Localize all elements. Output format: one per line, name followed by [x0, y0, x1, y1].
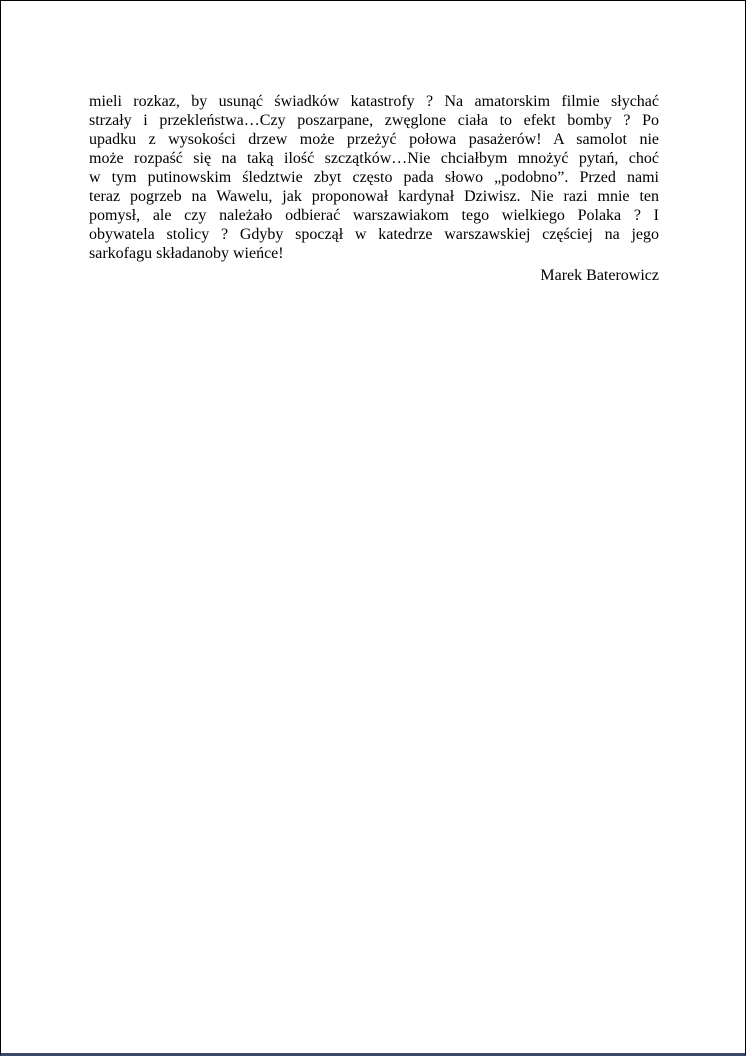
text-line: mieli rozkaz, by usunąć świadków katastrofy ? Na amatorskim filmie słychać [89, 93, 659, 110]
author-signature: Marek Baterowicz [540, 267, 659, 284]
text-line: może rozpaść się na taką ilość szczątków…Nie chciałbym mnożyć pytań, choć [89, 150, 659, 167]
text-line: obywatela stolicy ? Gdyby spoczął w katedrze warszawskiej częściej na jego [89, 226, 659, 243]
text-line: strzały i przekleństwa…Czy poszarpane, zwęglone ciała to efekt bomby ? Po [89, 112, 659, 129]
text-line: teraz pogrzeb na Wawelu, jak proponował kardynał Dziwisz. Nie razi mnie ten [89, 188, 659, 205]
text-line: pomysł, ale czy należało odbierać warszawiakom tego wielkiego Polaka ? I [89, 207, 659, 224]
body-text [89, 92, 659, 285]
text-line: w tym putinowskim śledztwie zbyt często pada słowo „podobno”. Przed nami [89, 169, 659, 186]
text-line: sarkofagu składanoby wieńce! [89, 245, 284, 262]
text-line: upadku z wysokości drzew może przeżyć połowa pasażerów! A samolot nie [89, 131, 659, 148]
